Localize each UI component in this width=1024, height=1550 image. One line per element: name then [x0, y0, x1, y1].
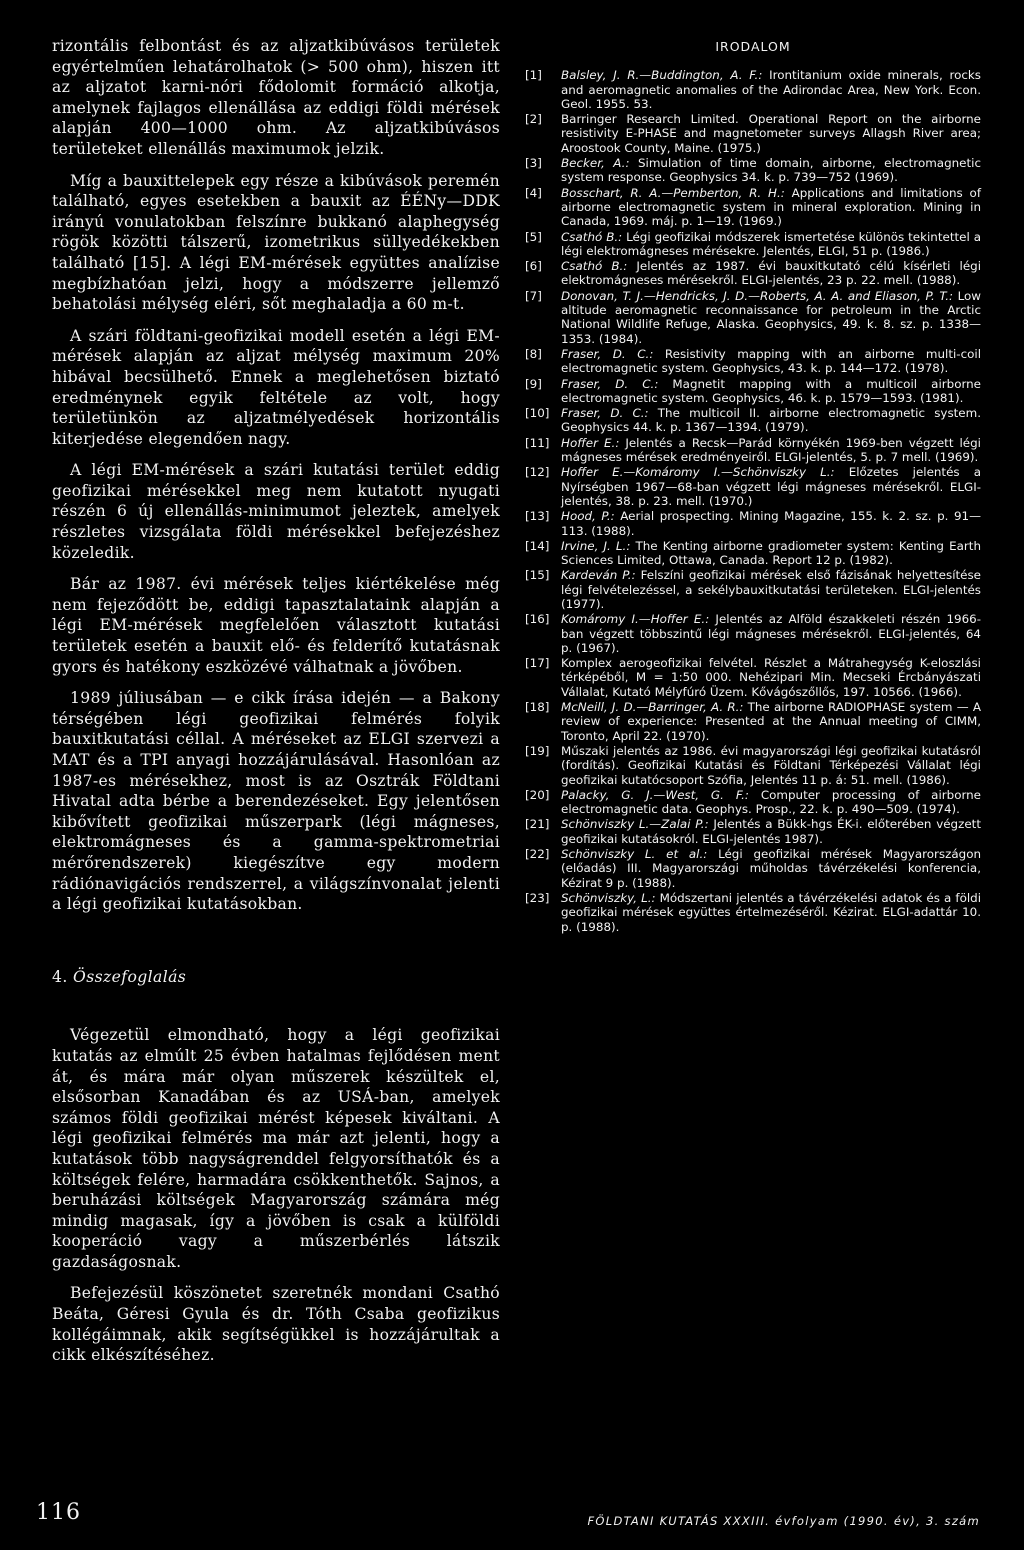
reference-item — [525, 289, 981, 346]
reference-number: [20] — [525, 787, 550, 802]
reference-authors: Hoffer E.: — [561, 435, 620, 450]
reference-authors: Bosschart, R. A.—Pemberton, R. H.: — [561, 185, 785, 200]
reference-text — [561, 156, 981, 185]
body-paragraph: 1989 júliusában — e cikk írása idején — a Bakony térségében légi geofizikai felmérés folyik bauxitkutatási céllal. A méréseket az ELGI szervezi a MAT és a TPI anyagi hozzájárulásával. Hasonlóan az 1987-es mérésekhez, most is az Osztrák Földtani Hivatal adta bérbe a berendezéseket. Egy jelentősen kibővített geofizikai műszerpark (légi mágneses, elektromágneses és a gamma-spektrometriai mérőrendszerek) kiegészítve egy modern rádiónavigációs rendszerrel, a világszínvonalat jelenti a légi geofizikai kutatásokban. — [52, 689, 500, 914]
reference-item — [525, 377, 981, 406]
reference-text — [561, 700, 981, 743]
section-title: Összefoglalás — [73, 967, 187, 986]
reference-details: Irontitanium oxide minerals, rocks and aeromagnetic anomalies of the Adirondac Area, New York. Econ. Geol. 1955. 53. — [561, 68, 981, 111]
reference-number: [18] — [525, 700, 550, 715]
reference-item — [525, 539, 981, 568]
reference-item — [525, 612, 981, 655]
body-paragraph: A szári földtani-geofizikai modell esetén a légi EM-mérések alapján az aljzat mélység maximum 20% hibával becsülhető. Ennek a meglehetősen biztató eredménynek egyik feltétele az volt, hogy területünkön az aljzatmélyedések horizontális kiterjedése elegendően nagy. — [52, 326, 500, 448]
reference-item — [525, 156, 981, 185]
reference-item — [525, 817, 981, 846]
reference-authors: Becker, A.: — [561, 156, 630, 171]
reference-details: Műszaki jelentés az 1986. évi magyarországi légi geofizikai kutatásról (fordítás). Geofizikai Kutatási és Földtani Térképezési Vállalat légi geofizikai kutatócsoport Szófia, Jelentés 11 p. á: 51. mell. (1986). — [561, 743, 981, 787]
body-paragraph: Míg a bauxittelepek egy része a kibúvások peremén található, egyes esetekben a bauxit az ÉÉNy—DDK irányú vonulatokban felszínre bukkanó alaphegység rögök közötti tálszerű, izometrikus süllyedékekben található [15]. A légi EM-mérések együttes analízise megbízhatóan jelzi, hogy a módszerre jellemző behatolási mélység eléri, sőt meghaladja a 60 m-t. — [52, 171, 500, 314]
left-column — [52, 36, 500, 1377]
reference-number: [16] — [525, 612, 550, 627]
reference-details: The airborne RADIOPHASE system — A review of experience: Presented at the Annual meeting of CIMM, Toronto, April 22. (1970). — [561, 700, 981, 743]
reference-text — [561, 230, 981, 259]
page-number: 116 — [36, 1500, 81, 1525]
reference-text — [561, 68, 981, 111]
reference-text — [561, 744, 981, 787]
reference-item — [525, 700, 981, 743]
reference-item — [525, 656, 981, 699]
body-paragraph: A légi EM-mérések a szári kutatási terület eddig geofizikai mérésekkel meg nem kutatott nyugati részén 6 új ellenállás-minimumot jeleztek, amelyek részletes vizsgálata földi mérésekkel befejezéshez közeledik. — [52, 461, 500, 562]
reference-text — [561, 347, 981, 376]
reference-details: Applications and limitations of airborne electromagnetic system in mineral exploration. Mining in Canada, 1969. máj. p. 1—19. (1969.) — [561, 185, 982, 229]
reference-authors: Hood, P.: — [561, 509, 615, 524]
reference-authors: Fraser, D. C.: — [561, 406, 649, 421]
reference-text — [561, 568, 981, 611]
reference-authors: Kardeván P.: — [561, 568, 636, 583]
reference-text — [561, 656, 981, 699]
reference-authors: Schönviszky L.—Zalai P.: — [561, 817, 709, 832]
reference-details: Komplex aerogeofizikai felvétel. Részlet a Mátrahegység K-eloszlási térképéből, M = 1:50 000. Nehézipari Min. Mecseki Ércbányászati Vállalat, Kutató Mélyfúró Üzem. Kővágószőllős, 197. 10566. (1966). — [561, 656, 981, 699]
reference-item — [525, 744, 981, 787]
reference-details: Simulation of time domain, airborne, electromagnetic system response. Geophysics 34. k. p. 739—752 (1969). — [561, 156, 981, 185]
reference-number: [14] — [525, 538, 550, 553]
reference-text — [561, 509, 981, 538]
body-paragraph: Bár az 1987. évi mérések teljes kiértékelése még nem fejeződött be, eddigi tapasztalataink alapján a légi EM-mérések megfelelően választott kutatási területek esetén a bauxit elő- és felderítő kutatásnak gyors és hatékony eszközévé válhatnak a jövőben. — [52, 575, 500, 676]
reference-details: Low altitude aeromagnetic reconnaissance for petroleum in the Arctic National Wildlife Refuge, Alaska. Geophysics, 49. k. 8. sz. p. 1338—1353. (1984). — [561, 288, 981, 346]
reference-authors: Schönviszky, L.: — [561, 890, 656, 905]
reference-authors: Fraser, D. C.: — [561, 376, 659, 391]
reference-authors: Csathó B.: — [561, 229, 623, 244]
reference-text — [561, 186, 981, 229]
reference-details: Légi geofizikai módszerek ismertetése különös tekintettel a légi elektromágneses mérésekre. Jelentés, ELGI, 51 p. (1986.) — [561, 229, 981, 258]
reference-authors: Donovan, T. J.—Hendricks, J. D.—Roberts, A. A. and Eliason, P. T.: — [561, 288, 954, 303]
reference-number: [21] — [525, 817, 550, 832]
reference-number: [10] — [525, 406, 550, 421]
reference-number: [5] — [525, 229, 542, 244]
reference-number: [1] — [525, 68, 542, 83]
summary-paragraph: Végezetül elmondható, hogy a légi geofizikai kutatás az elmúlt 25 évben hatalmas fejlődésen ment át, és mára már olyan műszerek készültek el, elsősorban Kanadában és az USÁ-ban, amelyek számos földi geofizikai mérést képesek kiváltani. A légi geofizikai felmérés ma már azt jelenti, hogy a kutatások több nagyságrenddel felgyorsíthatók és a költségek felére, harmadára csökkenthetők. Sajnos, a beruházási költségek Magyarország számára még mindig magasak, így a jövőben is csak a külföldi kooperáció vagy a műszerbérlés látszik gazdaságosnak. — [52, 1026, 500, 1271]
reference-item — [525, 788, 981, 817]
reference-number: [11] — [525, 435, 550, 450]
reference-number: [6] — [525, 259, 542, 274]
reference-authors: Irvine, J. L.: — [561, 538, 631, 553]
reference-number: [2] — [525, 112, 542, 127]
reference-number: [15] — [525, 568, 550, 583]
reference-details: Légi geofizikai mérések Magyarországon (előadás) III. Magyarországi műholdas távérzékelési konferencia, Kézirat 9 p. (1988). — [561, 847, 982, 890]
reference-details: Jelentés az Alföld északkeleti részén 1966-ban végzett többszintű légi mágneses mérésekről. ELGI-jelentés, 64 p. (1967). — [561, 612, 981, 655]
references-column — [525, 40, 981, 935]
reference-text — [561, 539, 981, 568]
section-number: 4. — [52, 967, 68, 986]
reference-item — [525, 68, 981, 111]
reference-item — [525, 465, 981, 508]
reference-item — [525, 891, 981, 934]
reference-number: [19] — [525, 743, 550, 758]
body-paragraph: rizontális felbontást és az aljzatkibúvásos területek egyértelműen lehatárolhatok (> 500 ohm), hiszen itt az aljzatot karni-nóri fődolomit formáció alkotja, amelynek fajlagos ellenállása az eddigi földi mérések alapján 400—1000 ohm. Az aljzatkibúvásos területeket ellenállás maximumok jelzik. — [52, 37, 500, 158]
references-title: IRODALOM — [715, 39, 791, 54]
reference-details: Jelentés a Recsk—Parád környékén 1969-ben végzett légi mágneses mérések eredményeiről. ELGI-jelentés, 5. p. 7 mell. (1969). — [561, 435, 981, 465]
reference-authors: Balsley, J. R.—Buddington, A. F.: — [561, 68, 763, 83]
reference-text — [561, 259, 981, 288]
reference-text — [561, 377, 981, 406]
section-heading — [52, 967, 500, 988]
reference-authors: Komáromy I.—Hoffer E.: — [561, 612, 710, 627]
reference-details: The Kenting airborne gradiometer system: Kenting Earth Sciences Limited, Ottawa, Canada. Report 12 p. (1982). — [561, 538, 981, 568]
reference-text — [561, 406, 981, 435]
reference-details: Előzetes jelentés a Nyírségben 1967—68-ban végzett légi mágneses mérésekről. ELGI-jelentés, 38. p. 23. mell. (1970.) — [561, 465, 981, 508]
reference-item — [525, 406, 981, 435]
reference-authors: Hoffer E.—Komáromy I.—Schönviszky L.: — [561, 465, 835, 480]
reference-number: [7] — [525, 288, 542, 303]
reference-details: The multicoil II. airborne electromagnetic system. Geophysics 44. k. p. 1367—1394. (1979). — [561, 406, 981, 435]
reference-item — [525, 112, 981, 155]
reference-number: [9] — [525, 376, 542, 391]
reference-item — [525, 568, 981, 611]
reference-item — [525, 259, 981, 288]
reference-details: Barringer Research Limited. Operational Report on the airborne resistivity E-PHASE and magnetometer surveys Allagsh River area; Aroostook County, Maine. (1975.) — [561, 112, 981, 155]
reference-number: [8] — [525, 346, 542, 361]
reference-number: [12] — [525, 465, 550, 480]
reference-text — [561, 436, 981, 465]
reference-number: [23] — [525, 890, 550, 905]
journal-line: FÖLDTANI KUTATÁS XXXIII. évfolyam (1990. év), 3. szám — [587, 1514, 980, 1528]
reference-item — [525, 436, 981, 465]
reference-text — [561, 891, 981, 934]
reference-details: Jelentés az 1987. évi bauxitkutató célú kísérleti légi elektromágneses mérésekről. ELGI-jelentés, 23 p. 22. mell. (1988). — [561, 259, 982, 288]
references-list — [525, 68, 981, 934]
reference-details: Resistivity mapping with an airborne multi-coil electromagnetic system. Geophysics, 43. k. p. 144—172. (1978). — [561, 346, 981, 376]
reference-text — [561, 289, 981, 346]
reference-item — [525, 230, 981, 259]
reference-item — [525, 347, 981, 376]
reference-number: [3] — [525, 156, 542, 171]
reference-text — [561, 112, 981, 155]
reference-text — [561, 817, 981, 846]
reference-details: Jelentés a Bükk-hgs ÉK-i. előterében végzett geofizikai kutatásokról. ELGI-jelentés 1987). — [561, 817, 981, 846]
reference-authors: McNeill, J. D.—Barringer, A. R.: — [561, 700, 744, 715]
reference-authors: Fraser, D. C.: — [561, 346, 654, 361]
summary-paragraph: Befejezésül köszönetet szeretnék mondani Csathó Beáta, Géresi Gyula és dr. Tóth Csaba geofizikus kollégáimnak, akik segítségükkel is hozzájárultak a cikk elkészítéséhez. — [52, 1284, 500, 1365]
reference-details: Magnetit mapping with a multicoil airborne electromagnetic system. Geophysics, 46. k. p. 1579—1593. (1981). — [561, 376, 981, 405]
reference-authors: Schönviszky L. et al.: — [561, 847, 708, 862]
reference-authors: Palacky, G. J.—West, G. F.: — [561, 787, 749, 802]
reference-number: [13] — [525, 509, 550, 524]
reference-number: [17] — [525, 656, 550, 671]
reference-details: Módszertani jelentés a távérzékelési adatok és a földi geofizikai mérések együttes értelmezéséről. Kézirat. ELGI-adattár 10. p. (1988). — [561, 890, 981, 934]
reference-details: Computer processing of airborne electromagnetic data. Geophys. Prosp., 22. k. p. 490—509. (1974). — [561, 787, 981, 817]
reference-item — [525, 186, 981, 229]
reference-text — [561, 465, 981, 508]
reference-number: [4] — [525, 185, 542, 200]
reference-item — [525, 509, 981, 538]
reference-item — [525, 847, 981, 890]
reference-text — [561, 788, 981, 817]
reference-text — [561, 612, 981, 655]
reference-text — [561, 847, 981, 890]
reference-authors: Csathó B.: — [561, 259, 628, 274]
page-footer — [0, 1500, 1024, 1540]
reference-number: [22] — [525, 847, 550, 862]
reference-details: Felszíni geofizikai mérések első fázisának helyettesítése légi felvételezéssel, a sekélybauxitkutatási területeken. ELGI-jelentés (1977). — [561, 568, 981, 611]
reference-details: Aerial prospecting. Mining Magazine, 155. k. 2. sz. p. 91—113. (1988). — [561, 509, 981, 538]
